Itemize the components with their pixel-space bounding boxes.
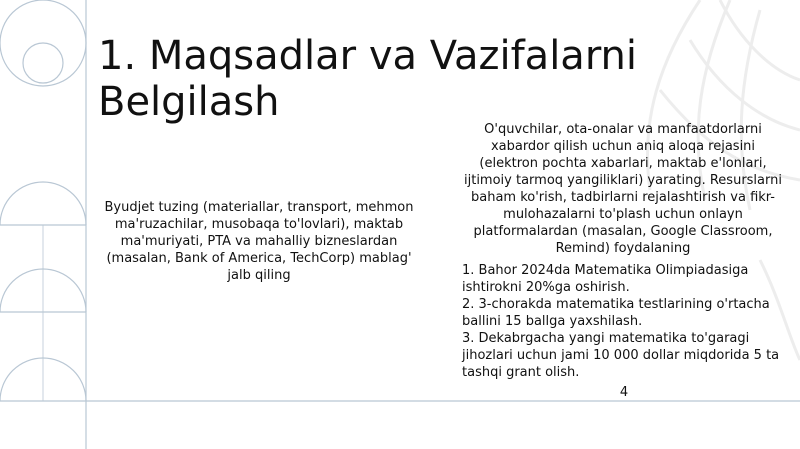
slide-title-line-2: Belgilash [98, 78, 280, 125]
communication-paragraph: O'quvchilar, ota-onalar va manfaatdorlarni xabardor qilish uchun aniq aloqa rejasini (elektron pochta xabarlari, maktab e'lonlari, ijtimoiy tarmoq yangiliklari) yarating. Resurslarni baham ko'rish, tadbirlarni rejalashtirish va fikr-mulohazalarni to'plash uchun onlayn platformalardan (masalan, Google Classroom, Remind) foydalaning [464, 122, 782, 256]
goal-item: 3. Dekabrgacha yangi matematika to'garagi jihozlari uchun jami 10 000 dollar miqdorida 5 ta tashqi grant olish. [462, 331, 780, 380]
goal-item: 1. Bahor 2024da Matematika Olimpiadasiga ishtirokni 20%ga oshirish. [462, 263, 749, 295]
slide-title-line-1: 1. Maqsadlar va Vazifalarni [98, 32, 638, 79]
page-number: 4 [619, 385, 629, 400]
goals-list [462, 262, 788, 381]
goal-item: 2. 3-chorakda matematika testlarining o'rtacha ballini 15 ballga yaxshilash. [462, 297, 770, 329]
budget-paragraph: Byudjet tuzing (materiallar, transport, mehmon ma'ruzachilar, musobaqa to'lovlari), maktab ma'muriyati, PTA va mahalliy bizneslardan (masalan, Bank of America, TechCorp) mablag' jalb qiling [104, 200, 414, 283]
slide-title [98, 33, 738, 125]
